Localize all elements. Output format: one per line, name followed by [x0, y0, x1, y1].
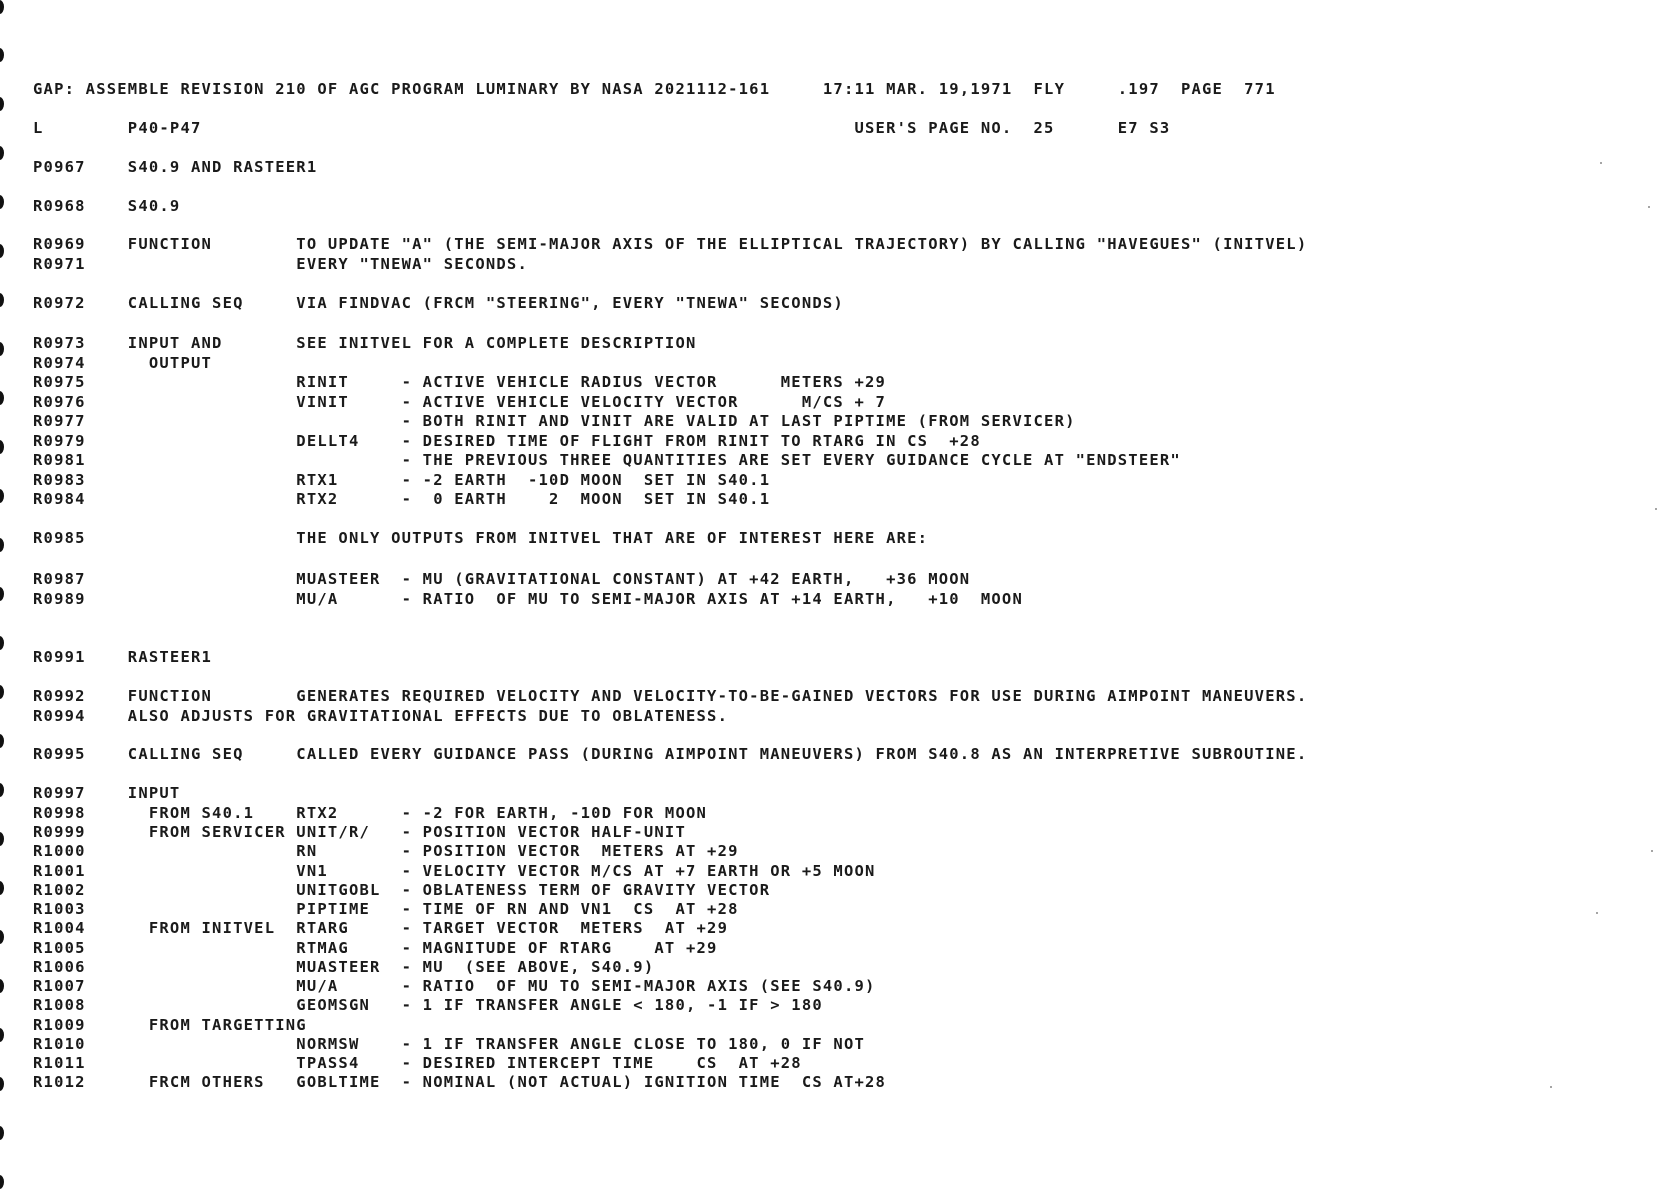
sprocket-hole-icon	[0, 538, 4, 552]
sprocket-hole-icon	[0, 0, 4, 14]
listing-line: R0994 ALSO ADJUSTS FOR GRAVITATIONAL EFFECTS DUE TO OBLATENESS.	[33, 707, 729, 725]
listing-line: R0999 FROM SERVICER UNIT/R/ - POSITION VECTOR HALF-UNIT	[33, 823, 686, 841]
listing-line: R0976 VINIT - ACTIVE VEHICLE VELOCITY VECTOR M/CS + 7	[33, 393, 887, 411]
listing-line: R0973 INPUT AND SEE INITVEL FOR A COMPLETE DESCRIPTION	[33, 334, 697, 352]
sprocket-hole-icon	[0, 1077, 4, 1091]
sprocket-hole-icon	[0, 930, 4, 944]
listing-line: R1011 TPASS4 - DESIRED INTERCEPT TIME CS AT +28	[33, 1054, 802, 1072]
sprocket-hole-icon	[0, 734, 4, 748]
listing-line: R0998 FROM S40.1 RTX2 - -2 FOR EARTH, -10D FOR MOON	[33, 804, 708, 822]
sprocket-hole-icon	[0, 832, 4, 846]
page-subheader: L P40-P47 USER'S PAGE NO. 25 E7 S3	[33, 119, 1171, 137]
sprocket-hole-icon	[0, 881, 4, 895]
listing-line: R1009 FROM TARGETTING	[33, 1016, 307, 1034]
listing-line: R1000 RN - POSITION VECTOR METERS AT +29	[33, 842, 739, 860]
listing-line: R0997 INPUT	[33, 784, 181, 802]
sprocket-hole-icon	[0, 685, 4, 699]
sprocket-hole-icon	[0, 489, 4, 503]
sprocket-hole-icon	[0, 244, 4, 258]
listing-line: R1001 VN1 - VELOCITY VECTOR M/CS AT +7 EARTH OR +5 MOON	[33, 862, 876, 880]
sprocket-hole-icon	[0, 391, 4, 405]
listing-line: R0977 - BOTH RINIT AND VINIT ARE VALID AT LAST PIPTIME (FROM SERVICER)	[33, 412, 1076, 430]
sprocket-hole-icon	[0, 783, 4, 797]
sprocket-hole-icon	[0, 146, 4, 160]
listing-line: R1012 FRCM OTHERS GOBLTIME - NOMINAL (NOT ACTUAL) IGNITION TIME CS AT+28	[33, 1073, 887, 1091]
sprocket-hole-icon	[0, 1175, 4, 1189]
listing-line: R1004 FROM INITVEL RTARG - TARGET VECTOR METERS AT +29	[33, 919, 729, 937]
paper-speck	[1600, 162, 1602, 164]
listing-line: R0975 RINIT - ACTIVE VEHICLE RADIUS VECTOR METERS +29	[33, 373, 887, 391]
paper-speck	[1648, 206, 1650, 208]
listing-line: R0981 - THE PREVIOUS THREE QUANTITIES ARE SET EVERY GUIDANCE CYCLE AT "ENDSTEER"	[33, 451, 1181, 469]
listing-line: R0983 RTX1 - -2 EARTH -10D MOON SET IN S40.1	[33, 471, 771, 489]
listing-line: R0985 THE ONLY OUTPUTS FROM INITVEL THAT ARE OF INTEREST HERE ARE:	[33, 529, 929, 547]
paper-speck	[1596, 912, 1598, 914]
listing-line: R0972 CALLING SEQ VIA FINDVAC (FRCM "STEERING", EVERY "TNEWA" SECONDS)	[33, 294, 844, 312]
listing-line: R0974 OUTPUT	[33, 354, 213, 372]
sprocket-hole-icon	[0, 1126, 4, 1140]
paper-speck	[1651, 850, 1653, 852]
listing-line: P0967 S40.9 AND RASTEER1	[33, 158, 318, 176]
listing-line: R0992 FUNCTION GENERATES REQUIRED VELOCITY AND VELOCITY-TO-BE-GAINED VECTORS FOR USE DURING AIMPOINT MANEUVERS.	[33, 687, 1308, 705]
listing-line: R1003 PIPTIME - TIME OF RN AND VN1 CS AT +28	[33, 900, 739, 918]
listing-line: R0984 RTX2 - 0 EARTH 2 MOON SET IN S40.1	[33, 490, 771, 508]
listing-line: R0989 MU/A - RATIO OF MU TO SEMI-MAJOR AXIS AT +14 EARTH, +10 MOON	[33, 590, 1023, 608]
sprocket-hole-icon	[0, 195, 4, 209]
listing-line: R1006 MUASTEER - MU (SEE ABOVE, S40.9)	[33, 958, 655, 976]
listing-line: R1005 RTMAG - MAGNITUDE OF RTARG AT +29	[33, 939, 718, 957]
sprocket-hole-icon	[0, 636, 4, 650]
listing-line: R0971 EVERY "TNEWA" SECONDS.	[33, 255, 528, 273]
listing-line: R1010 NORMSW - 1 IF TRANSFER ANGLE CLOSE TO 180, 0 IF NOT	[33, 1035, 866, 1053]
listing-line: R0969 FUNCTION TO UPDATE "A" (THE SEMI-MAJOR AXIS OF THE ELLIPTICAL TRAJECTORY) BY CALLING "HAVEGUES" (INITVEL)	[33, 235, 1308, 253]
listing-line: R0995 CALLING SEQ CALLED EVERY GUIDANCE PASS (DURING AIMPOINT MANEUVERS) FROM S40.8 AS AN INTERPRETIVE SUBROUTINE.	[33, 745, 1308, 763]
listing-line: R0968 S40.9	[33, 197, 181, 215]
listing-line: R0979 DELLT4 - DESIRED TIME OF FLIGHT FROM RINIT TO RTARG IN CS +28	[33, 432, 981, 450]
sprocket-hole-icon	[0, 1028, 4, 1042]
sprocket-hole-icon	[0, 48, 4, 62]
listing-line: R1008 GEOMSGN - 1 IF TRANSFER ANGLE < 180, -1 IF > 180	[33, 996, 823, 1014]
page-header: GAP: ASSEMBLE REVISION 210 OF AGC PROGRAM LUMINARY BY NASA 2021112-161 17:11 MAR. 19,1971 FLY .197 PAGE 771	[33, 80, 1276, 98]
sprocket-hole-icon	[0, 440, 4, 454]
sprocket-hole-icon	[0, 587, 4, 601]
listing-line: R0991 RASTEER1	[33, 648, 213, 666]
listing-line: R0987 MUASTEER - MU (GRAVITATIONAL CONSTANT) AT +42 EARTH, +36 MOON	[33, 570, 971, 588]
listing-line: R1007 MU/A - RATIO OF MU TO SEMI-MAJOR AXIS (SEE S40.9)	[33, 977, 876, 995]
paper-speck	[1655, 508, 1657, 510]
sprocket-hole-icon	[0, 979, 4, 993]
sprocket-hole-icon	[0, 97, 4, 111]
paper-speck	[1550, 1086, 1552, 1088]
listing-line: R1002 UNITGOBL - OBLATENESS TERM OF GRAVITY VECTOR	[33, 881, 771, 899]
sprocket-hole-icon	[0, 342, 4, 356]
sprocket-hole-icon	[0, 293, 4, 307]
